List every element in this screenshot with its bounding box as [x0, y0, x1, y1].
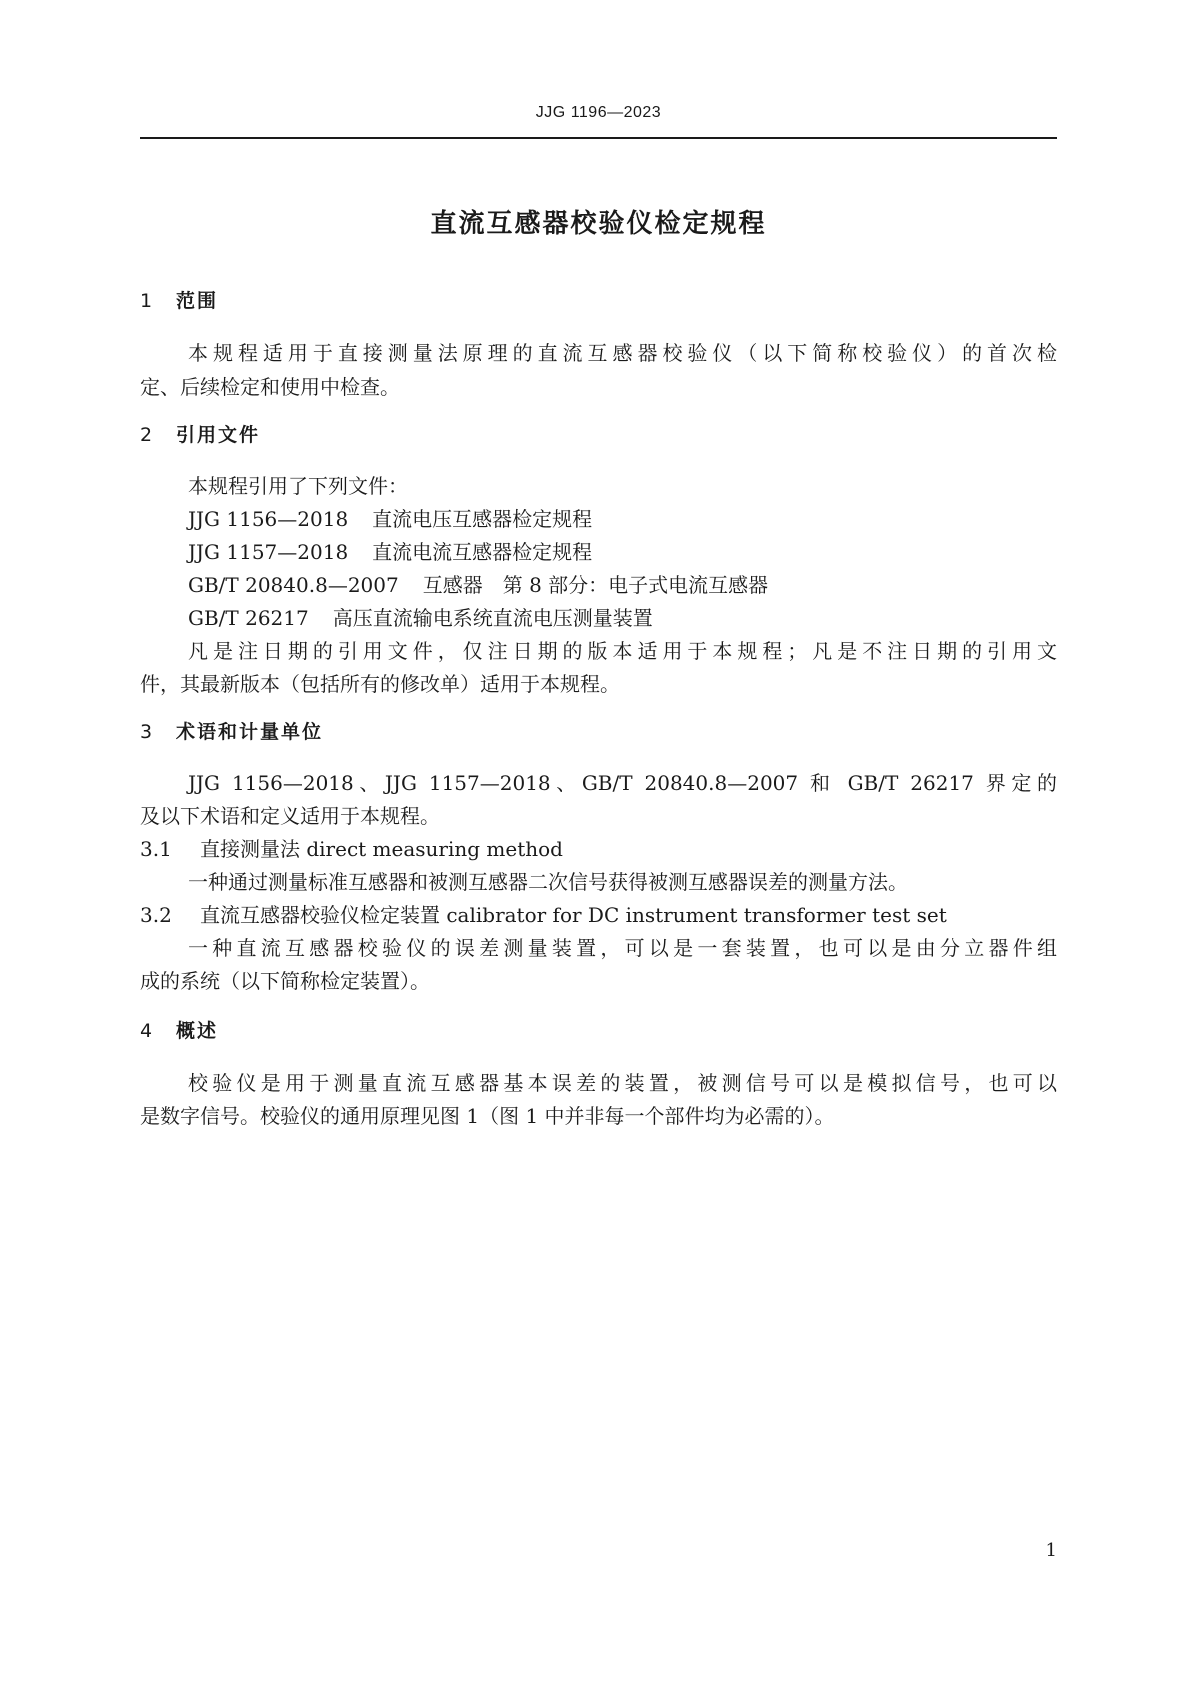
scope-paragraph-line: 定、后续检定和使用中检查。 — [140, 375, 400, 399]
term-label: 直流互感器校验仪检定装置 calibrator for DC instrument transformer test set — [200, 903, 947, 927]
term-number: 3.2 — [140, 903, 172, 927]
term-definition-line: 成的系统（以下简称检定装置）。 — [140, 969, 430, 993]
section-number: 4 — [140, 1020, 153, 1042]
terms-intro-line: JJG 1156—2018、JJG 1157—2018、GB/T 20840.8—2007 和 GB/T 26217 界定的 — [188, 771, 1057, 795]
document-title: 直流互感器校验仪检定规程 — [430, 209, 767, 239]
header-divider — [140, 137, 1057, 139]
section-heading-overview — [140, 1016, 1057, 1046]
term-entry-calibrator — [140, 900, 1057, 930]
reference-name: 高压直流输电系统直流电压测量装置 — [332, 606, 653, 630]
term-label: 直接测量法 direct measuring method — [200, 837, 563, 861]
section-heading-terms — [140, 717, 1057, 747]
section-heading-scope — [140, 286, 1057, 316]
reference-item — [188, 504, 1057, 534]
section-heading-references — [140, 420, 1057, 450]
section-number: 2 — [140, 424, 153, 446]
term-definition: 一种通过测量标准互感器和被测互感器二次信号获得被测互感器误差的测量方法。 — [188, 870, 908, 894]
page-number: 1 — [1045, 1540, 1057, 1561]
reference-item — [188, 537, 1057, 567]
reference-name: 互感器 第 8 部分：电子式电流互感器 — [422, 573, 769, 597]
references-note-line: 件，其最新版本（包括所有的修改单）适用于本规程。 — [140, 672, 620, 696]
reference-code: JJG 1157—2018 — [188, 540, 349, 564]
references-note-line: 凡是注日期的引用文件，仅注日期的版本适用于本规程；凡是不注日期的引用文 — [188, 639, 1057, 663]
section-title: 概述 — [176, 1020, 219, 1042]
terms-intro-line: 及以下术语和定义适用于本规程。 — [140, 804, 440, 828]
reference-name: 直流电压互感器检定规程 — [372, 507, 593, 531]
section-number: 3 — [140, 721, 153, 743]
reference-item — [188, 570, 1057, 600]
term-definition-line: 一种直流互感器校验仪的误差测量装置，可以是一套装置，也可以是由分立器件组 — [188, 936, 1057, 960]
section-number: 1 — [140, 290, 153, 312]
overview-paragraph-line: 是数字信号。校验仪的通用原理见图 1（图 1 中并非每一个部件均为必需的）。 — [140, 1104, 835, 1128]
references-intro: 本规程引用了下列文件： — [188, 474, 408, 498]
term-entry-direct-measuring — [140, 834, 1057, 864]
reference-item — [188, 603, 1057, 633]
overview-paragraph-line: 校验仪是用于测量直流互感器基本误差的装置，被测信号可以是模拟信号，也可以 — [188, 1071, 1057, 1095]
running-header: JJG 1196—2023 — [535, 104, 662, 121]
section-title: 术语和计量单位 — [176, 721, 324, 743]
reference-code: JJG 1156—2018 — [188, 507, 349, 531]
reference-code: GB/T 26217 — [188, 606, 309, 630]
term-number: 3.1 — [140, 837, 172, 861]
scope-paragraph-line: 本规程适用于直接测量法原理的直流互感器校验仪（以下简称校验仪）的首次检 — [188, 341, 1057, 365]
section-title: 范围 — [176, 290, 219, 312]
reference-code: GB/T 20840.8—2007 — [188, 573, 399, 597]
section-title: 引用文件 — [176, 424, 261, 446]
reference-name: 直流电流互感器检定规程 — [372, 540, 593, 564]
